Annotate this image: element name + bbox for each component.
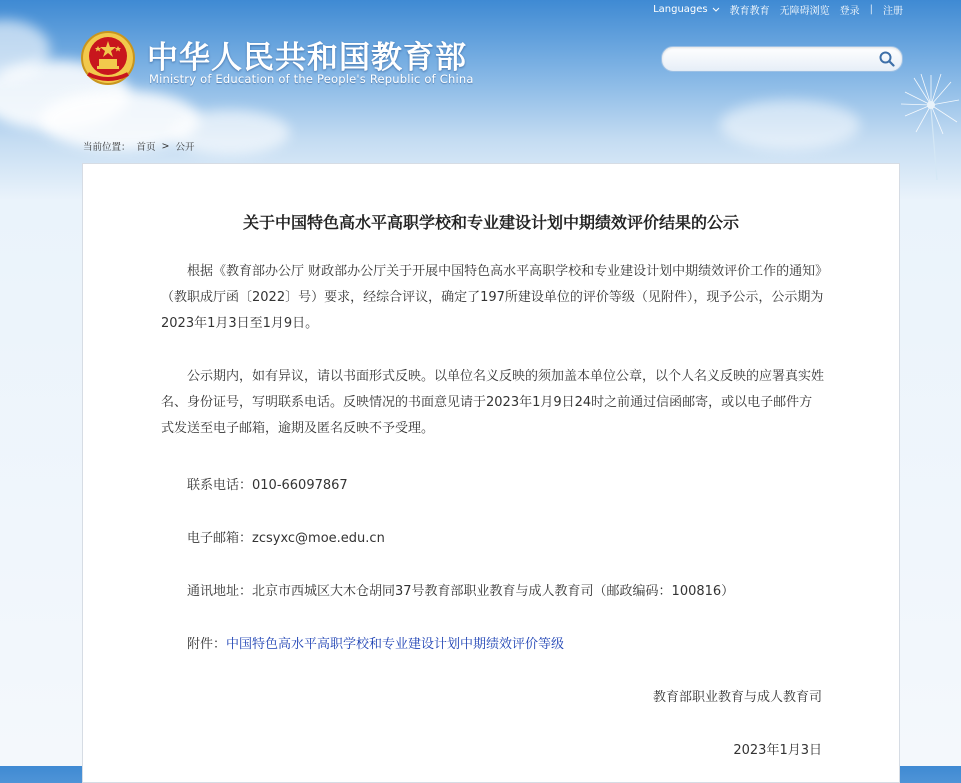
contact-email: 电子邮箱：zcsyxc@moe.edu.cn [187,531,385,546]
login-link[interactable]: 登录 [839,6,860,17]
search-icon[interactable] [878,50,896,68]
attachment-line [187,633,564,652]
site-title[interactable]: 中华人民共和国教育部 [147,40,467,76]
breadcrumb [83,139,195,153]
search-input[interactable] [672,47,876,71]
breadcrumb-prefix: 当前位置： [83,142,131,153]
national-emblem-icon[interactable] [80,30,136,86]
top-links-separator: | [869,4,873,15]
languages-menu[interactable] [653,4,720,15]
article-paragraph-2: 公示期内，如有异议，请以书面形式反映。以单位名义反映的须加盖本单位公章，以个人名义反映的应署真实姓名、身份证号，写明联系电话。反映情况的书面意见请于2023年1月9日24时之前通过信函邮寄，或以电子邮件方式发送至电子邮箱，逾期及匿名反映不予受理。 [161,369,825,436]
breadcrumb-current-link[interactable]: 公开 [175,142,195,153]
accessibility-link[interactable]: 无障碍浏览 [779,6,830,17]
breadcrumb-separator: > [161,140,170,152]
site-subtitle: Ministry of Education of the People's Republic of China [149,72,474,86]
attachment-link[interactable]: 中国特色高水平高职学校和专业建设计划中期绩效评价等级 [226,637,565,652]
contact-phone: 联系电话：010-66097867 [187,478,348,493]
top-links [653,2,903,17]
article-paragraph-1: 根据《教育部办公厅 财政部办公厅关于开展中国特色高水平高职学校和专业建设计划中期绩效评价工作的通知》（教职成厅函〔2022〕号）要求，经综合评议，确定了197所建设单位的评价等级（见附件），现予公示，公示期为2023年1月3日至1月9日。 [161,264,824,331]
education-link[interactable]: 教育教育 [729,6,770,17]
chevron-down-icon [712,7,720,13]
article-title: 关于中国特色高水平高职学校和专业建设计划中期绩效评价结果的公示 [242,213,739,232]
register-link[interactable]: 注册 [883,6,903,17]
article-container [82,163,900,783]
search-box [661,46,903,72]
signature: 教育部职业教育与成人教育司 [652,690,822,705]
languages-label: Languages [653,4,708,15]
breadcrumb-home-link[interactable]: 首页 [136,142,156,153]
attachment-label: 附件： [187,637,227,652]
publish-date: 2023年1月3日 [733,743,822,758]
contact-address: 通讯地址：北京市西城区大木仓胡同37号教育部职业教育与成人教育司（邮政编码：100816） [187,584,735,599]
